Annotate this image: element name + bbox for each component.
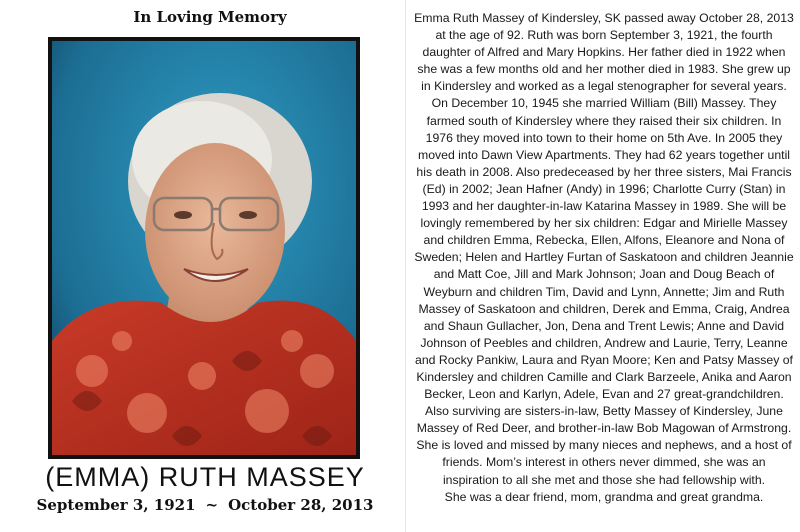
life-dates [10, 496, 400, 514]
deceased-name: (EMMA) RUTH MASSEY [45, 462, 365, 492]
obituary-nieces-paragraph: She is loved and missed by many nieces and nephews, and a host of friends. Mom’s interest in others never dimmed, she was an inspiration to all she met and those she had fellowship with. [416, 438, 792, 487]
death-date: October 28, 2013 [228, 496, 374, 514]
portrait-photo [52, 41, 356, 455]
obituary-closing-line: She was a dear friend, mom, grandma and great grandma. [444, 489, 764, 504]
portrait-illustration [52, 41, 356, 455]
date-separator: ~ [205, 496, 219, 514]
birth-date: September 3, 1921 [36, 496, 196, 514]
obituary-main-paragraph: Emma Ruth Massey of Kindersley, SK passed away October 28, 2013 at the age of 92. Ruth was born September 3, 1921, the fourth daughter of Alfred and Mary Hopkins. Her father died in 1922 when she was a few months old and her mother died in 1983. She grew up in Kindersley and worked as a legal stenographer for several years. On December 10, 1945 she married William (Bill) Massey. They farmed south of Kindersley where they raised their six children. In 1976 they moved into town to their home on 5th Ave. In 2005 they moved into Dawn View Apartments. They had 62 years together until his death in 2008. Also predeceased by her three sisters, Mai Francis (Ed) in 2002; Jean Hafner (Andy) in 1996; Charlotte Curry (Stan) in 1993 and her daughter-in-law Katarina Massey in 1989. She will be lovingly remembered by her six children: Edgar and Mirielle Massey and children Emma, Rebecka, Ellen, Alfons, Eleanore and Nona of Sweden; Helen and Hartley Furtan of Saskatoon and children Jeannie and Matt Coe, Jill and Mark Johnson; Joan and Doug Beach of Weyburn and children Tim, David and Lynn, Annette; Jim and Ruth Massey of Saskatoon and children, Derek and Emma, Craig, Andrea and Shaun Gullacher, Jon, Dena and Trent Lewis; Anne and David Johnson of Peebles and children, Andrew and Laurie, Terry, Leanne and Rocky Pankiw, Laura and Ryan Moore; Ken and Patsy Massey of Kindersley and children Camille and Clark Barzeele, Anika and Aaron Becker, Leon and Karlyn, Adele, Evan and 27 great-grandchildren. Also surviving are sisters-in-law, Betty Massey of Kindersley, June Massey of Red Deer, and brother-in-law Bob Magowan of Armstrong. [414, 11, 794, 436]
in-loving-memory-heading: In Loving Memory [133, 8, 287, 26]
portrait-frame [48, 37, 360, 459]
card-fold-divider [405, 0, 406, 532]
obituary-text [414, 10, 794, 506]
